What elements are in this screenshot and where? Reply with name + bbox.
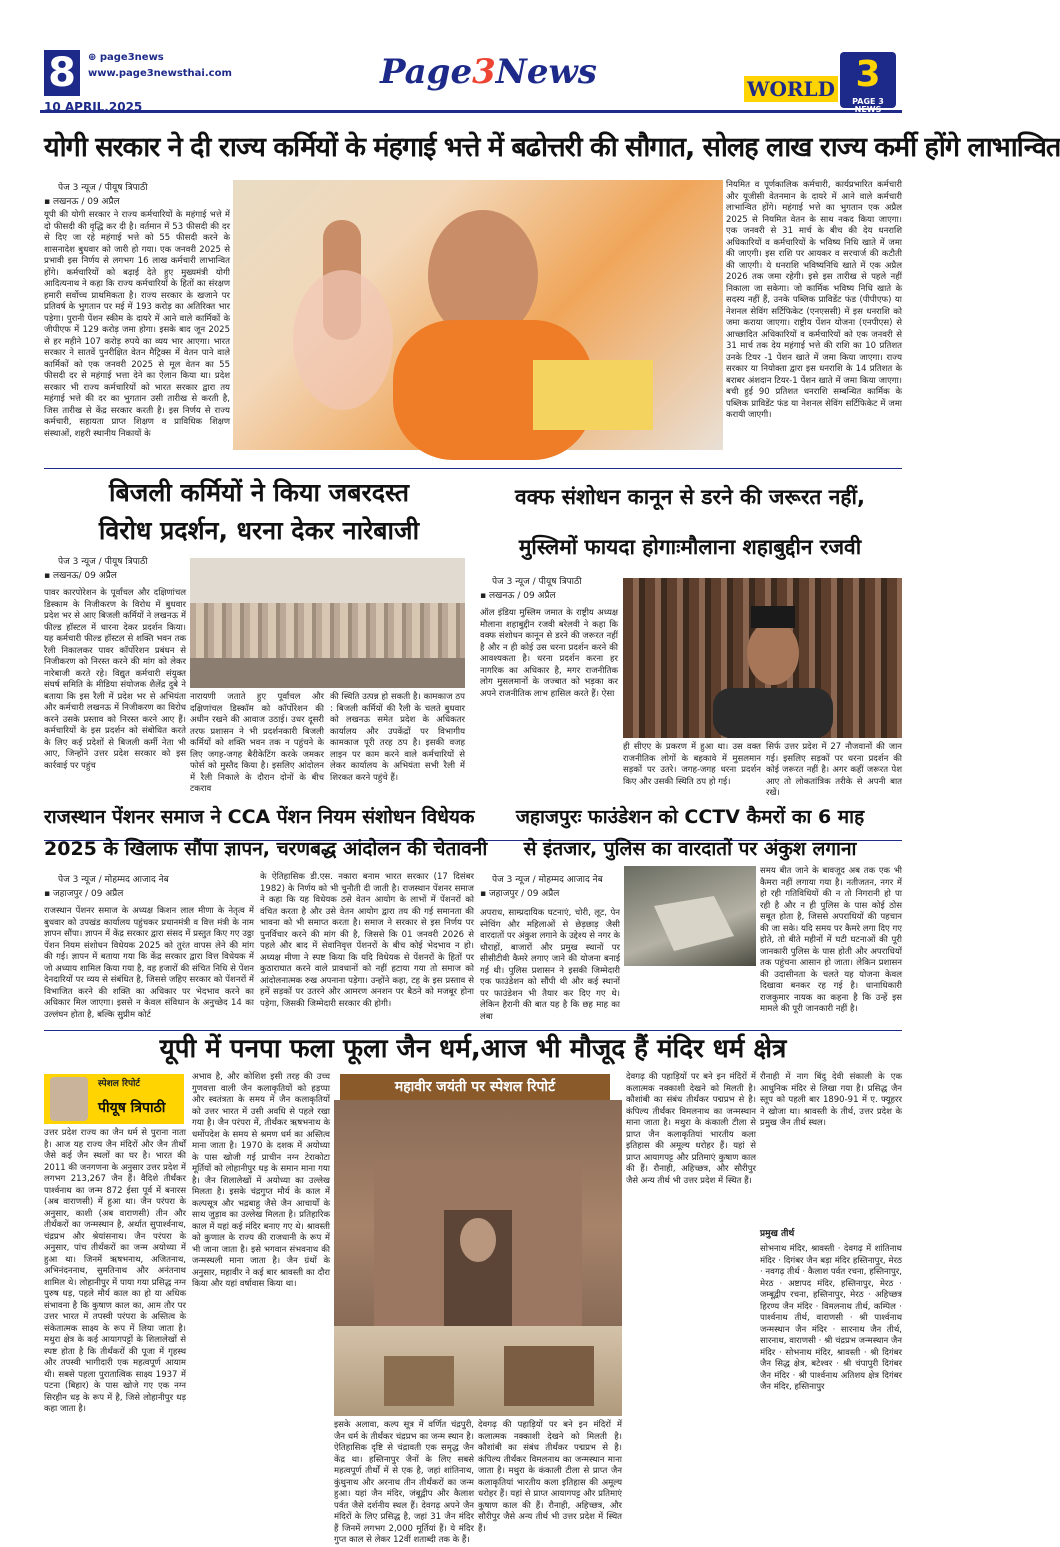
electricity-headline-1: बिजली कर्मियों ने किया जबरदस्त: [109, 478, 409, 507]
main-headline: योगी सरकार ने दी राज्य कर्मियों के मंहगाई भत्ते में बढोत्तरी की सौगात, सोलह लाख राज्य कर्मी होंगे लाभान्वित: [44, 132, 1060, 163]
cctv-text-2: समय बीत जाने के बावजूद अब तक एक भी कैमरा नहीं लगाया गया है। नतीजतन, नगर में हो रही गतिविधियों की न तो निगरानी हो पा रही है और न ही पुलिस के पास कोई ठोस सबूत होता है, जिससे अपराधियों की पहचान की जा सके। यदि समय पर कैमरे लगा दिए गए होते, तो बीते महीनों में घटी घटनाओं की पूरी जानकारी पुलिस के पास होती और अपराधियों तक पहुंचना आसान हो जाता। लेकिन प्रशासन की उदासीनता के चलते यह योजना केवल दिखावा बनकर रह गई है। धानाधिकारी राजकुमार नायक का कहना है कि उन्हें इस मामले की पूरी जानकारी नहीं है।: [760, 866, 902, 1014]
jain-col-4: देवगढ़ की पहाड़ियों पर बने इन मंदिरों में कलात्मक नक्काशी देखने को मिलती है। कौशांबी का संबंध तीर्थंकर पद्मप्रभ से है। कंपिल्य तीर्थंकर विमलनाथ का जन्मस्थान माना जाता है। मथुरा के कंकाली टीला से प्राप्त जैन कलाकृतियां भारतीय कला इतिहास की अमूल्य धरोहर हैं। यहां से प्राप्त आयागपट्ट और प्रतिमाएं कुषाण काल की हैं। रौनाही, अहिच्छत्र, और सौरीपुर जैसे अन्य तीर्थ भी उत्तर प्रदेश में स्थित हैं।: [626, 1072, 756, 1186]
jain-col-1: उत्तर प्रदेश राज्य का जैन धर्म से पुराना नाता है। आज यह राज्य जैन मंदिरों और जैन तीर्थों जैसे कई जैन स्थलों का घर है। भारत की 2011 की जनगणना के अनुसार उत्तर प्रदेश में लगभग 213,267 जैन हैं। वैदिशे तीर्थंकर पार्श्वनाथ का जन्म 872 ईसा पूर्व में बनारस (अब वाराणसी) में हुआ था। जैन परंपरा के अनुसार, काशी (अब वाराणसी) तीन और तीर्थंकरों का जन्मस्थान है, अर्थात सुपार्श्वनाथ, चंद्रप्रभ और श्रेयांसनाथ। जैन परंपरा के अनुसार, पांच तीर्थंकरों का जन्म अयोध्या में हुआ था। जिनमें ऋषभनाथ, अजितनाथ, अभिनंदननाथ, सुमतिनाथ और अनंतनाथ शामिल थे। लोहानीपुर में पाया गया प्रसिद्ध नग्न पुरुष धड़, पहले मौर्य काल का हो या अधिक संभावना है कि कुषाण काल का, आम तौर पर उत्तर भारत में तपस्वी परंपरा के अस्तित्व के संकेतात्मक साक्ष्य के रूप में लिया जाता है। मथुरा क्षेत्र के कई आयागपट्टों के शिलालेखों से स्पष्ट होता है कि तीर्थंकरों की पूजा में गृहस्थ और तपस्वी भागीदारी एक महत्वपूर्ण आयाम थी। सबसे पहला पुरातात्विक साक्ष्य 1937 में पटना (बिहार) के पास खोजे गए एक नग्न सिरहीन धड़ के रूप में है, जिसे लोहानीपुर धड़ कहा जाता है।: [44, 1128, 186, 1414]
jain-headline: यूपी में पनपा फला फूला जैन धर्म,आज भी मौजूद हैं मंदिर धर्म क्षेत्र: [159, 1034, 787, 1064]
waqf-location: ▪ लखनऊ / 09 अप्रैल: [480, 591, 556, 601]
crowd-icon: [190, 558, 465, 688]
divider: [44, 468, 902, 469]
electricity-text-3: की स्थिति उत्पन्न हो सकती है। कामकाज ठप : बिजली कर्मियों की रैली के चलते बुधवार को लखनऊ समेत प्रदेश के अधिकतर कार्यालय और उपकेंद्रों पर विभागीय कामकाज पूरी तरह ठप है। इसकी वजह लाइन पर काम करने वाले कर्मचारियों से लेकर कार्यालय के अभियंता सभी रैली में शिरकत करने पहुंचे हैं।: [330, 692, 465, 783]
page-number: 8: [44, 50, 80, 96]
pillar-icon: [624, 866, 756, 966]
reporter-box: [44, 1074, 184, 1124]
electricity-location: ▪ लखनऊ/ 09 अप्रैल: [44, 571, 117, 581]
electricity-text-2: नारायणी जताते हुए पूर्वांचल और दक्षिणांचल डिस्कॉम को कॉर्पोरेशन की अधीन रखने की आवाज उठाई। उधर दूसरी तरफ प्रशासन ने भी प्रदर्शनकारी बिजली कर्मियों को शक्ति भवन तक न पहुंचने के लिए जगह-जगह बैरीकेटिंग करके जमकर फोर्स को मुस्तैद किया है। इसलिए आंदोलन में रैली निकाले के दौरान दोनों के बीच टकराव: [190, 692, 324, 794]
pension-text-1: राजस्थान पेंशनर समाज के अध्यक्ष किशन लाल मीणा के नेतृत्व में बुधवार को उपखंड कार्यालय पहुंचकर प्रधानमंत्री व वित्त मंत्री के नाम ज्ञापन सौंपा। ज्ञापन में केंद्र सरकार द्वारा संसद में प्रस्तुत किए गए उठ्ठा पेंशन नियम संशोधन विधेयक 2025 को तुरंत वापस लेने की मांग की गई। ज्ञापन में बताया गया कि केंद्र सरकार द्वारा वित्त विधेयक में जो अध्याय शामिल किया गया है, वह हजारों की संचित निधि से पेंशन देनदारियों पर व्यय से संबंधित है, जिससे जहिए सरकार को पेंशनरों में विभाजित करने की शक्ति का अधिकार पर भेदभाव करने का अधिकार मिल जाएगा। इससे न केवल संविधान के अनुच्छेद 14 का उल्लंघन होता है, बल्कि सुप्रीम कोर्ट: [44, 906, 254, 1020]
mahavir-banner: महावीर जयंती पर स्पेशल रिपोर्ट: [340, 1074, 610, 1100]
pension-byline: पेज 3 न्यूज / मोहम्मद आजाद नेब: [58, 875, 169, 885]
jain-col-3a: इसके अलावा, कल्प सूत्र में वर्णित चंद्रपुरी, जैन धर्म के तीर्थंकर चंद्रप्रभ का जन्म स्थान है। ऐतिहासिक दृष्टि से चंद्रावती एक समृद्ध जैन केंद्र था। हस्तिनापुर जैनों के लिए सबसे महत्वपूर्ण तीर्थों में से एक है, जहां शांतिनाथ, कुंथुनाथ और अरनाथ तीन तीर्थंकरों का जन्म हुआ। यहां जैन मंदिर, जंबूद्वीप और कैलाश पर्वत जैसे दर्शनीय स्थल हैं। देवगढ़ अपने जैन मंदिरों के लिए प्रसिद्ध है, जहां 31 जैन मंदिर हैं जिनमें लगभग 2,000 मूर्तियां हैं। ये मंदिर गुप्त काल से लेकर 12वीं शताब्दी तक के हैं।: [334, 1420, 474, 1545]
yogi-figure-icon: [233, 180, 723, 450]
pension-headline-1: राजस्थान पेंशनर समाज ने CCA पेंशन नियम संशोधन विधेयक: [44, 806, 475, 828]
cctv-headline-1: जहाजपुरः फाउंडेशन को CCTV कैमरों का 6 माह: [515, 806, 865, 828]
ruins-icon: [334, 1326, 622, 1416]
temple-photo-2: [334, 1326, 622, 1416]
yogi-photo: [233, 180, 723, 450]
logo-right: News: [495, 52, 597, 92]
maulana-figure-icon: [623, 578, 902, 738]
section-label: WORLD: [744, 76, 838, 102]
jain-col-3b: देवगढ़ की पहाड़ियों पर बने इन मंदिरों में कलात्मक नक्काशी देखने को मिलती है। कौशांबी का संबंध तीर्थंकर पद्मप्रभ से है। कंपिल्य तीर्थंकर विमलनाथ का जन्मस्थान माना जाता है। मथुरा के कंकाली टीला से प्राप्त जैन कलाकृतियां भारतीय कला इतिहास की अमूल्य धरोहर हैं। यहां से प्राप्त आयागपट्ट और प्रतिमाएं कुषाण काल की हैं। रौनाही, अहिच्छत्र, और सौरीपुर जैसे अन्य तीर्थ भी उत्तर प्रदेश में स्थित हैं।: [478, 1420, 622, 1534]
main-right-text: नियमित व पूर्णकालिक कर्मचारी, कार्यप्रभारित कर्मचारी और यूजीसी वेतनमान के दायरे में आने वाले कर्मचारी लाभान्वित होंगे। महंगाई भत्ते का भुगतान एक अप्रैल 2025 से नियमित वेतन के साथ नकद किया जाएगा। एक जनवरी से 31 मार्च के बीच की देय धनराशि अधिकारियों व कर्मचारियों के भविष्य निधि खाते में जमा की जाएगी। इस राशि पर आयकर व सरचार्ज की कटौती की जाएगी। ये धनराशि भविष्यनिधि खाते में एक अप्रैल 2026 तक जमा रहेगी। इसे इस तारीख से पहले नहीं निकाला जा सकेगा। जो कार्मिक भविष्य निधि खाते के सदस्य नहीं हैं, उनके पब्लिक प्राविडेंट फंड (पीपीएफ) या नेशनल सेविंग सर्टिफिकेट (एनएससी) में इस धनराशि को जमा कराया जाएगा। राष्ट्रीय पेंशन योजना (एनपीएस) से आच्छादित अधिकारियों व कर्मचारियों को एक जनवरी से 31 मार्च तक देय महंगाई भत्ते की राशि का 10 प्रतिशत उनके टियर -1 पेंशन खाते में जमा किया जाएगा। राज्य सरकार या नियोक्ता द्वारा इस धनराशि के 14 प्रतिशत के बराबर अंशदान टियर-1 पेंशन खाते में जमा किया जाएगा। बची हुई 90 प्रतिशत धनराशि सम्बन्धित कार्मिक के पब्लिक प्राविडेंट फंड या नेशनल सेविंग सर्टिफिकेट में जमा करायी जाएगी।: [726, 180, 902, 420]
cctv-headline-2: से इंतजार, पुलिस का वारदातों पर अंकुश लगाना: [523, 838, 857, 860]
issue-date: 10 APRIL,2025: [44, 100, 143, 114]
electricity-headline-2: विरोध प्रदर्शन, धरना देकर नारेबाजी: [98, 516, 420, 545]
newspaper-logo: [380, 52, 597, 92]
maulana-photo: [623, 578, 902, 738]
cctv-foundation-photo: [624, 866, 756, 966]
tirth-list: सोभनाथ मंदिर, श्रावस्ती · देवगढ़ में शांतिनाथ मंदिर · दिगंबर जैन बड़ा मंदिर हस्तिनापुर, मेरठ · नवगढ़ तीर्थ · कैलाश पर्वत रचना, हस्तिनापुर, मेरठ · अष्टापद मंदिर, हस्तिनापुर, मेरठ · जम्बूद्वीप रचना, हस्तिनापुर, मेरठ · अहिच्छत्र हिरण्य जैन मंदिर · विमलनाथ तीर्थ, कम्पिल · पार्श्वनाथ तीर्थ, वाराणसी · श्री पार्श्वनाथ जन्मस्थान जैन मंदिर · सारनाथ जैन तीर्थ, सारनाथ, वाराणसी · श्री चंद्रप्रभ जन्मस्थान जैन मंदिर · सोभनाथ मंदिर, श्रावस्ती · श्री दिगंबर जैन सिद्ध क्षेत्र, बटेश्वर · श्री चंपापुरी दिगंबर जैन मंदिर · श्री पार्श्वनाथ अतिशय क्षेत्र दिगंबर जैन मंदिर, हस्तिनापुर: [760, 1244, 902, 1392]
waqf-headline-2: मुस्लिमों फायदा होगाःमौलाना शहाबुद्दीन रजवी: [518, 535, 862, 559]
cctv-byline: पेज 3 न्यूज / मोहम्मद आजाद नेब: [492, 875, 603, 885]
waqf-text-1: ऑल इंडिया मुस्लिम जमात के राष्ट्रीय अध्यक्ष मौलाना शहाबुद्दीन रजवी बरेलवी ने कहा कि वक्फ संशोधन कानून से डरने की जरूरत नहीं है और न ही कोई उस धरना प्रदर्शन करने की आवश्यकता है। धरना प्रदर्शन करना हर नागरिक का अधिकार है, मगर राजनीतिक लोग मुसलमानों के जज्बात को भड़का कर अपने राजनीतिक लाभ हासिल करते हैं। ऐसा: [480, 608, 618, 699]
social-handle[interactable]: ⊕ page3news: [88, 52, 164, 63]
electricity-byline: पेज 3 न्यूज / पीयूष त्रिपाठी: [58, 557, 148, 567]
cctv-text-1: अपराध, साम्प्रदायिक घटनाएं, चोरी, लूट, पेन स्नेचिंग और महिलाओं से छेड़छाड़ जैसी वारदातों पर अंकुश लगाने के उद्देश्य से नगर के चौराहों, बाजारों और प्रमुख स्थानों पर सीसीटीवी कैमरे लगाए जाने की योजना बनाई गई थी। पुलिस प्रशासन ने इसकी जिम्मेदारी एक फाउंडेशन को सौंपी थी और कई स्थानों पर फाउंडेशन भी तैयार कर दिए गए थे। लेकिन हैरानी की बात यह है कि छह माह का लंबा: [480, 908, 620, 1022]
waqf-text-3: सिर्फ उत्तर प्रदेश में 27 नौजवानों की जान गई। इसलिए सड़कों पर धरना प्रदर्शन की कोई जरूरत नहीं है। अगर कहीं जरूरत पेश आए तो लोकतांत्रिक तरीके से अपनी बात रखें।: [766, 742, 902, 798]
main-byline: पेज 3 न्यूज / पीयूष त्रिपाठी: [58, 183, 148, 193]
pension-location: ▪ जहाजपुर / 09 अप्रैल: [44, 889, 124, 899]
logo-left: Page: [380, 52, 473, 92]
badge-text: PAGE 3 NEWS: [852, 97, 884, 114]
logo-number: 3: [472, 52, 496, 92]
page3-badge: [840, 52, 896, 114]
jain-col-2: अभाव है, और कोशिश इसी तरह की उच्च गुणवत्ता वाली जैन कलाकृतियों को हड़प्पा और स्वतंत्रता के समय में जैन कलाकृतियों को उत्तर भारत में उसी अवधि से पहले रखा गया है। जैन परंपरा में, तीर्थंकर ऋषभनाथ के धर्मोपदेश के समय से श्रमण धर्म का अस्तित्व माना जाता है। 1970 के दशक में अयोध्या के पास खोजी गई प्राचीन नग्न टेराकोटा मूर्तियों को लोहानीपुर धड़ के समान माना गया है। जैन शिलालेखों में अयोध्या का उल्लेख मिलता है। इसके चंद्रगुप्त मौर्य के काल में कल्पसूत्र और भद्रबाहु जैसे जैन आचार्यों के साथ जुड़ाव का उल्लेख मिलता है। प्रतिहारिक काल में यहां कई मंदिर बनाए गए थे। श्रावस्ती को कुणाल के राज्य की राजधानी के रूप में भी जाना जाता है। इसे भगवान संभवनाथ की जन्मस्थली माना जाता है। जैन ग्रंथों के अनुसार, महावीर ने कई बार श्रावस्ती का दौरा किया और यहां वर्षावास किया था।: [192, 1072, 330, 1289]
main-location: ▪ लखनऊ / 09 अप्रैल: [44, 197, 120, 207]
tirth-title: प्रमुख तीर्थ: [760, 1229, 795, 1239]
waqf-headline-1: वक्फ संशोधन कानून से डरने की जरूरत नहीं,: [515, 485, 865, 509]
pension-text-2: के ऐतिहासिक डी.एस. नकारा बनाम भारत सरकार (17 दिसंबर 1982) के निर्णय को भी चुनौती दी जाती है। राजस्थान पेंशनर समाज ने कहा कि यह विधेयक ठसे वेतन आयोग के लाभों में पेंशनरों को वंचित करता है और उसे वेतन आयोग द्वारा तय की गई समानता की भावना को भी समाप्त करता है। समाज ने सरकार से इस निर्णय पर पुनर्विचार करने की मांग की है, जिससे कि 01 जनवरी 2026 से पहले और बाद में सेवानिवृत्त पेंशनरों के बीच कोई भेदभाव न हो। अध्यक्ष मीणा ने स्पष्ट किया कि यदि विधेयक से पेंशनरों के हितों पर कुठाराघात करने वाले प्रावधानों को नहीं हटाया गया तो समाज को आंदोलनात्मक रुख अपनाना पड़ेगा। उन्होंने कहा, टह के इस प्रस्ताव से हमें सड़कों पर उतरने और आमरण अनशन पर बैठने को मजबूर होना पड़ेगा, जिसकी जिम्मेदारी सरकार की होगी।: [260, 872, 474, 1009]
jain-col-5: रौनाही में नाग बिंदु देवी संकाली के एक आधुनिक मंदिर से लिखा गया है। प्रसिद्ध जैन स्तूप को पहली बार 1890-91 में ए. फ्यूहरर ने खोजा था। श्रावस्ती के तीर्थ, उत्तर प्रदेश के प्रमुख जैन तीर्थ स्थल।: [760, 1072, 902, 1128]
main-left-text: यूपी की योगी सरकार ने राज्य कर्मचारियों के महंगाई भत्ते में दो फीसदी की वृद्धि कर दी है। वर्तमान में 53 फीसदी की दर से दिए जा रहे महंगाई भत्ते को 55 फीसदी करने के शासनादेश बुधवार को जारी हो गया। एक जनवरी 2025 से प्रभावी इस निर्णय से लगभग 16 लाख कर्मचारी लाभान्वित होंगे। कर्मचारियों को बढ़ाई देते हुए मुख्यमंत्री योगी आदित्यनाथ ने कहा कि राज्य कर्मचारियों के हितों का संरक्षण हमारी सर्वोच्च प्राथमिकता है। राज्य सरकार के खजाने पर प्रतिवर्ष के भुगतान पर मई में 193 करोड़ का अतिरिक्त भार पड़ेगा। पुरानी पेंशन स्कीम के दायरे में आने वाले कार्मिकों के जीपीएफ में 129 करोड़ जमा होगा। इसके बाद जून 2025 से हर महीने 107 करोड़ रुपये का व्यय भार आएगा। भारत सरकार ने सातवें पुनरीक्षित वेतन मैट्रिक्स में वेतन पाने वाले कार्मिकों को एक जनवरी 2025 से मूल वेतन का 55 फीसदी दर से महंगाई भत्ता देने का ऐलान किया था। प्रदेश सरकार भी राज्य कर्मचारियों को भारत सरकार द्वारा तय महंगाई भत्ते की दर का भुगतान उसी तारीख से करती है, जिस तारीख से केंद्र सरकार करती है। इस निर्णय से राज्य कर्मचारी, सहायता प्राप्त शिक्षण व प्राविधिक शिक्षण संस्थाओं, शहरी स्थानीय निकायों के: [44, 210, 230, 439]
cctv-location: ▪ जहाजपुर / 09 अप्रैल: [480, 889, 560, 899]
website-link[interactable]: www.page3newsthai.com: [88, 68, 232, 79]
protest-photo: [190, 558, 465, 688]
waqf-text-2: ही सीएए के प्रकरण में हुआ था। उस वक्त राजनीतिक लोगों के बहकावे में मुसलमान सड़कों पर उतरे। जगह-जगह धरना प्रदर्शन किए और उसकी स्थिति ठप हो गई।: [623, 742, 761, 787]
reporter-name: पीयूष त्रिपाठी: [98, 1100, 166, 1116]
waqf-byline: पेज 3 न्यूज / पीयूष त्रिपाठी: [492, 577, 582, 587]
special-report-label: स्पेशल रिपोर्ट: [98, 1079, 140, 1089]
badge-number: 3: [855, 54, 881, 95]
reporter-avatar: [50, 1077, 88, 1121]
pension-headline-2: 2025 के खिलाफ सौंपा ज्ञापन, चरणबद्ध आंदोलन की चेतावनी: [44, 838, 488, 860]
electricity-text-1: पावर कारपोरेशन के पूर्वांचल और दक्षिणांचल डिस्काम के निजीकरण के विरोध में बुधवार प्रदेश भर से आए बिजली कर्मियों ने लखनऊ में फील्ड हॉस्टल में धारना देकर प्रदर्शन किया। यह कर्मचारी फील्ड हॉस्टल से शक्ति भवन तक रैली निकालकर पावर कॉर्पोरेशन प्रबंधन से निजीकरण को निरस्त करने की मांग को लेकर नारेबाजी करते रहे। विद्युत कर्मचारी संयुक्त संघर्ष समिति के मीडिया संयोजक शैलेंद्र दुबे ने बताया कि इस रैली में प्रदेश भर से अभियंता और कर्मचारी लखनऊ में निजीकरण का विरोध करने उसके प्रस्ताव को निरस्त करने आए हैं। कर्मचारियों के इस प्रदर्शन को संबोधित करते के लिए कई प्रदेशों से बिजली कर्मी नेता भी आए, जिन्होंने उत्तर प्रदेश सरकार को इस कार्रवाई पर पहुंच: [44, 588, 186, 771]
